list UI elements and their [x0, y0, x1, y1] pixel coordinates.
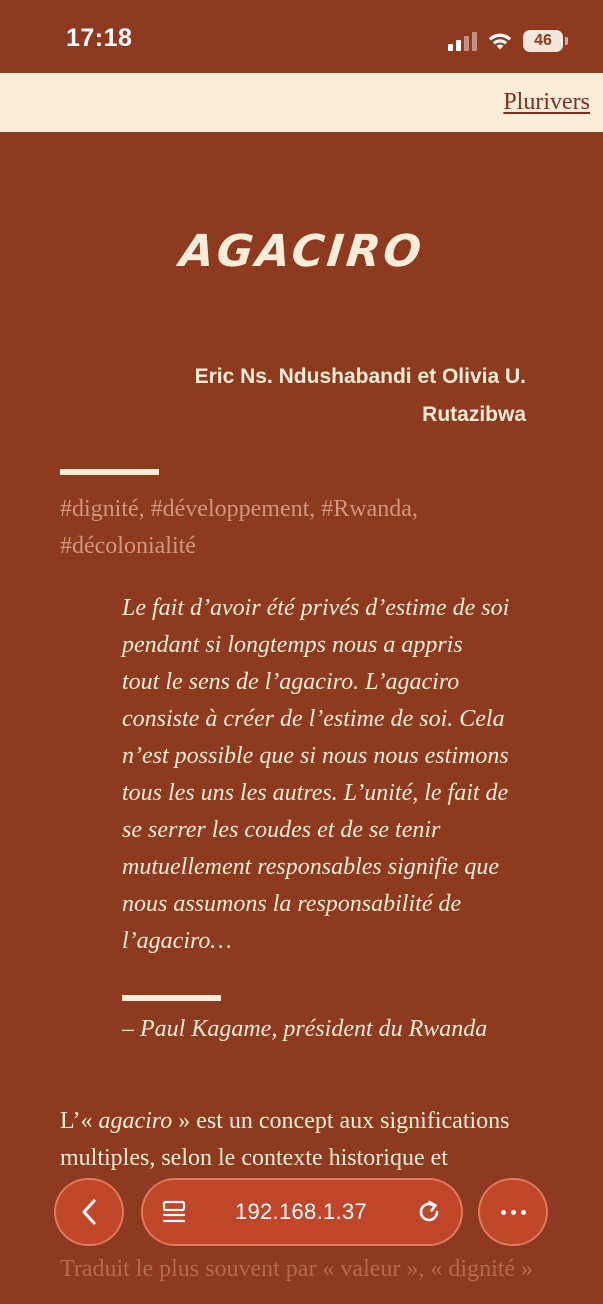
quote-line: l’agaciro…: [122, 928, 232, 954]
article-title: AGACIRO: [177, 226, 427, 277]
tags-line: #décolonialité: [60, 533, 196, 559]
quote-attribution: – Paul Kagame, président du Rwanda: [122, 1016, 488, 1042]
quote-line: mutuellement responsables signifie que: [122, 854, 500, 880]
more-icon: [501, 1210, 526, 1215]
more-options-button[interactable]: [478, 1178, 548, 1246]
quote-line: tout le sens de l’agaciro. L’agaciro: [122, 669, 460, 695]
site-home-link[interactable]: Plurivers: [503, 89, 590, 115]
body-italic-term: agaciro: [98, 1108, 173, 1134]
divider: [60, 469, 159, 475]
body-text-fragment: » est un concept aux significations: [172, 1108, 510, 1134]
quote-line: consiste à créer de l’estime de soi. Cela: [122, 706, 505, 732]
reload-icon[interactable]: [415, 1198, 443, 1226]
address-bar[interactable]: [141, 1178, 463, 1246]
site-header: [0, 73, 603, 132]
authors-line: Eric Ns. Ndushabandi et Olivia U.: [194, 365, 526, 388]
epigraph-quote: [122, 590, 552, 960]
back-button[interactable]: [54, 1178, 124, 1246]
status-bar: [0, 0, 603, 72]
browser-toolbar: [0, 1176, 603, 1246]
body-line: [60, 1103, 590, 1140]
wifi-icon: [487, 31, 513, 51]
body-line: multiples, selon le contexte historique et: [60, 1145, 448, 1171]
page-menu-icon: [161, 1199, 187, 1225]
status-icons: [448, 28, 563, 54]
quote-line: Le fait d’avoir été privés d’estime de soi: [122, 595, 510, 621]
quote-line: tous les uns les autres. L’unité, le fait de: [122, 780, 509, 806]
body-line: Traduit le plus souvent par « valeur », « dignité »: [60, 1256, 534, 1282]
quote-line: nous assumons la responsabilité de: [122, 891, 462, 917]
authors-line: Rutazibwa: [422, 403, 526, 426]
quote-line: se serrer les coudes et de se tenir: [122, 817, 441, 843]
chevron-left-icon: [80, 1198, 98, 1226]
quote-line: pendant si longtemps nous a appris: [122, 632, 463, 658]
url-text[interactable]: 192.168.1.37: [234, 1199, 368, 1224]
cellular-signal-icon: [448, 31, 477, 51]
article-authors: [106, 358, 526, 434]
status-time: 17:18: [66, 24, 133, 52]
article-tags: [60, 491, 540, 565]
divider: [122, 995, 221, 1001]
quote-line: n’est possible que si nous nous estimons: [122, 743, 509, 769]
tags-line: #dignité, #développement, #Rwanda,: [60, 496, 418, 522]
battery-indicator: 46: [523, 30, 563, 52]
body-text-fragment: L’«: [60, 1108, 99, 1134]
